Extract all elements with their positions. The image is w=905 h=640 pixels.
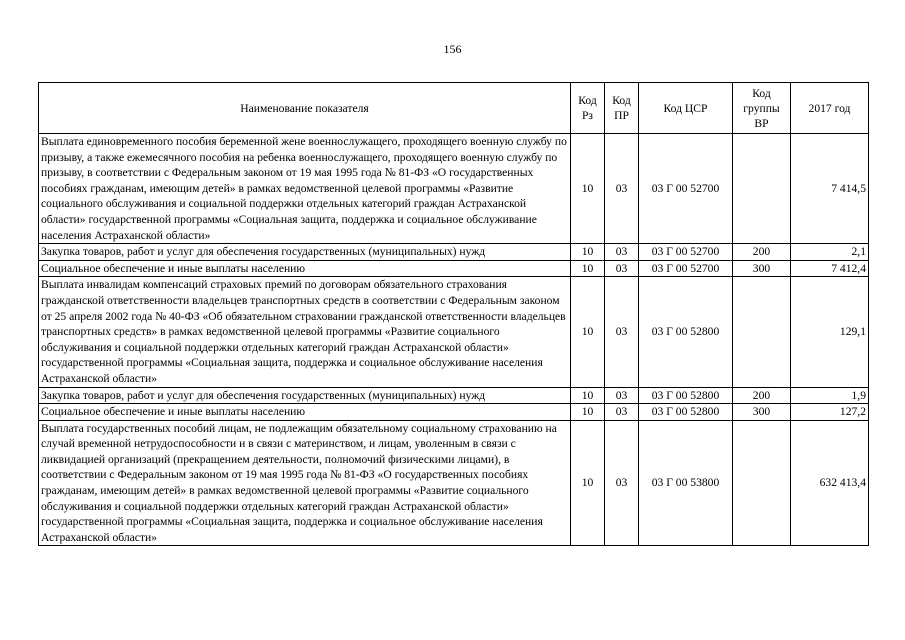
- row-pr: 03: [605, 404, 639, 421]
- row-amount: 632 413,4: [791, 420, 869, 546]
- row-pr: 03: [605, 260, 639, 277]
- row-csr: 03 Г 00 52700: [639, 260, 733, 277]
- table-row: [39, 244, 869, 261]
- row-name: Закупка товаров, работ и услуг для обеспечения государственных (муниципальных) нужд: [39, 387, 571, 404]
- page-number: 156: [443, 42, 462, 56]
- row-pr: 03: [605, 134, 639, 244]
- header-year: 2017 год: [791, 83, 869, 134]
- table-row: [39, 134, 869, 244]
- row-name: Социальное обеспечение и иные выплаты населению: [39, 260, 571, 277]
- row-vr: [733, 134, 791, 244]
- row-amount: 127,2: [791, 404, 869, 421]
- table-header-row: [39, 83, 869, 134]
- row-rz: 10: [571, 260, 605, 277]
- row-name: Закупка товаров, работ и услуг для обеспечения государственных (муниципальных) нужд: [39, 244, 571, 261]
- row-name: Выплата государственных пособий лицам, не подлежащим обязательному социальному страхованию на случай временной нетрудоспособности и в связи с материнством, и лицам, уволенным в связи с ликвидацией организаций (прекращением деятельности, полномочий физическими лицами), в соответствии с Федеральным законом от 19 мая 1995 года № 81-ФЗ «О государственных пособиях гражданам, имеющим детей» в рамках ведомственной целевой программы «Развитие социального обслуживания и социальной поддержки отдельных категорий граждан Астраханской области» государственной программы «Социальная защита, поддержка и социальное обслуживание населения Астраханской области»: [39, 420, 571, 546]
- row-vr: 200: [733, 387, 791, 404]
- row-amount: 2,1: [791, 244, 869, 261]
- row-amount: 1,9: [791, 387, 869, 404]
- row-csr: 03 Г 00 52800: [639, 387, 733, 404]
- row-vr: [733, 420, 791, 546]
- row-vr: 200: [733, 244, 791, 261]
- header-pr: Код ПР: [605, 83, 639, 134]
- row-rz: 10: [571, 420, 605, 546]
- row-csr: 03 Г 00 52700: [639, 134, 733, 244]
- row-rz: 10: [571, 134, 605, 244]
- row-pr: 03: [605, 244, 639, 261]
- table-row: [39, 387, 869, 404]
- header-name: Наименование показателя: [39, 83, 571, 134]
- row-csr: 03 Г 00 52700: [639, 244, 733, 261]
- table-row: [39, 277, 869, 387]
- row-name: Выплата инвалидам компенсаций страховых премий по договорам обязательного страхования гражданской ответственности владельцев транспортных средств в соответствии с Федеральным законом от 25 апреля 2002 года № 40-ФЗ «Об обязательном страховании гражданской ответственности владельцев транспортных средств» в рамках ведомственной целевой программы «Развитие социального обслуживания и социальной поддержки отдельных категорий граждан Астраханской области» государственной программы «Социальная защита, поддержка и социальное обслуживание населения Астраханской области»: [39, 277, 571, 387]
- row-vr: 300: [733, 404, 791, 421]
- row-amount: 7 414,5: [791, 134, 869, 244]
- row-rz: 10: [571, 277, 605, 387]
- row-pr: 03: [605, 277, 639, 387]
- row-csr: 03 Г 00 52800: [639, 404, 733, 421]
- header-vr: Код группы ВР: [733, 83, 791, 134]
- header-csr: Код ЦСР: [639, 83, 733, 134]
- row-amount: 7 412,4: [791, 260, 869, 277]
- table-row: [39, 420, 869, 546]
- row-csr: 03 Г 00 52800: [639, 277, 733, 387]
- row-pr: 03: [605, 387, 639, 404]
- budget-table: [38, 82, 869, 546]
- row-pr: 03: [605, 420, 639, 546]
- row-name: Выплата единовременного пособия беременной жене военнослужащего, проходящего военную службу по призыву, а также ежемесячного пособия на ребенка военнослужащего, проходящего военную службу по призыву, в соответствии с Федеральным законом от 19 мая 1995 года № 81-ФЗ «О государственных пособиях гражданам, имеющим детей» в рамках ведомственной целевой программы «Развитие социального обслуживания и социальной поддержки отдельных категорий граждан Астраханской области» государственной программы «Социальная защита, поддержка и социальное обслуживание населения Астраханской области»: [39, 134, 571, 244]
- table-row: [39, 260, 869, 277]
- row-rz: 10: [571, 404, 605, 421]
- row-csr: 03 Г 00 53800: [639, 420, 733, 546]
- row-vr: [733, 277, 791, 387]
- row-rz: 10: [571, 244, 605, 261]
- row-vr: 300: [733, 260, 791, 277]
- row-name: Социальное обеспечение и иные выплаты населению: [39, 404, 571, 421]
- header-rz: Код Рз: [571, 83, 605, 134]
- row-amount: 129,1: [791, 277, 869, 387]
- table-row: [39, 404, 869, 421]
- row-rz: 10: [571, 387, 605, 404]
